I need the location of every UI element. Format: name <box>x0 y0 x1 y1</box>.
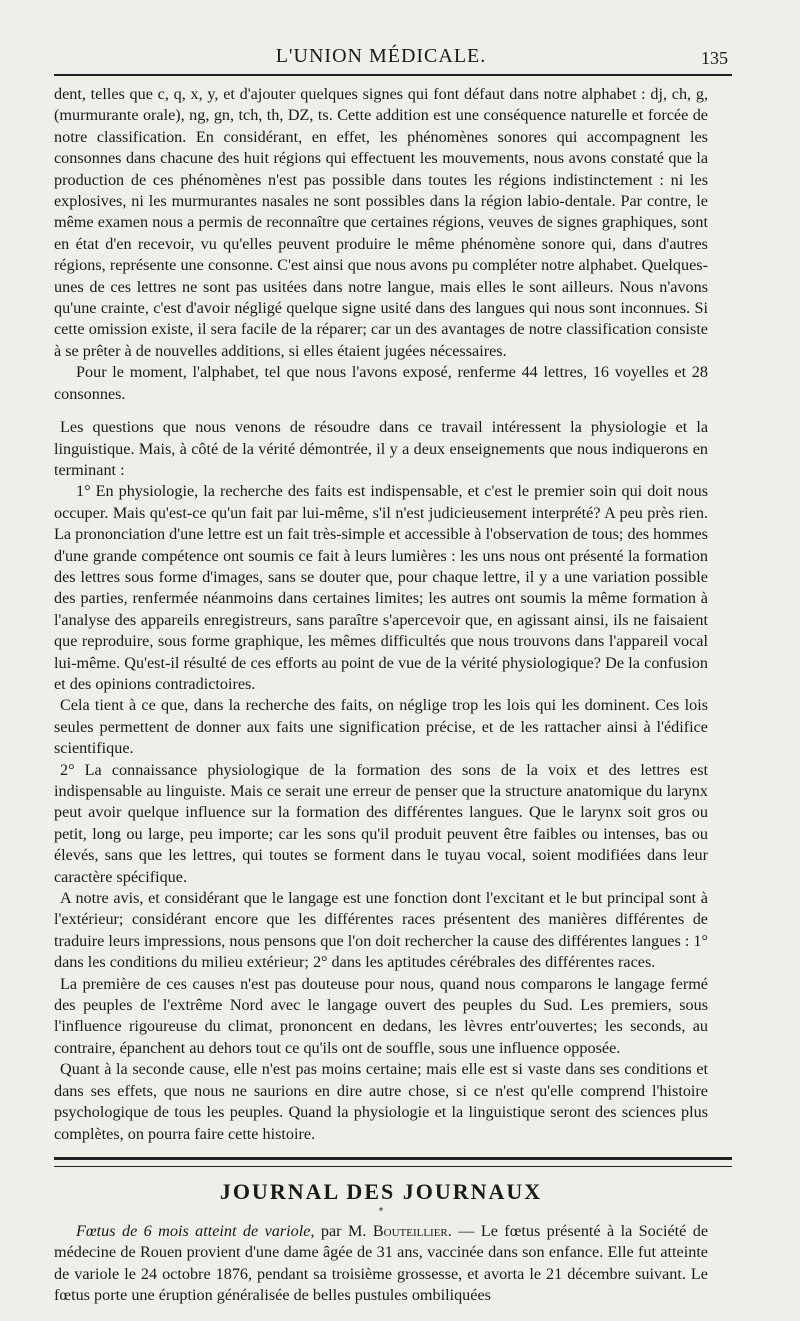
paragraph: 2° La connaissance physiologique de la formation des sons de la voix et des lettres est indispensable au linguiste. Mais ce serait une erreur de penser que la structure anatomique du larynx peut avoir quelque influence sur la formation des différentes langues. Que le larynx soit gros ou petit, long ou large, peu importe; car les sons qu'il produit peuvent être faibles ou intenses, bas ou élevés, sans que les lettres, qui toutes se forment dans le tuyau vocal, soient modifiées dans leur caractère spécifique. <box>54 760 708 886</box>
paragraph: dent, telles que c, q, x, y, et d'ajouter quelques signes qui font défaut dans notre alphabet : dj, ch, g, (murmurante orale), ng, gn, tch, th, DZ, ts. Cette addition est une conséquence naturelle et forcée de notre classification. En considérant, en effet, les phénomènes sonores qui accompagnent les consonnes dans chacune des huit régions qui effectuent les mouvements, nous avons constaté que la production de ces phénomènes n'est pas possible dans toutes les régions indistinctement : ni les explosives, ni les murmurantes nasales ne sont possibles dans la région labio-dentale. Par contre, le même examen nous a permis de reconnaître que certaines régions, veuves de signes graphiques, sont en état d'en recevoir, vu qu'elles peuvent produire le même phénomène sonore qui, dans d'autres régions, représente une consonne. C'est ainsi que nous avons pu compléter notre alphabet. Quelques-unes de ces lettres ne sont pas usitées dans notre langue, mais elles le sont ailleurs. Nous n'avons qu'une crainte, c'est d'avoir négligé quelque signe usité dans des langues qui nous sont inconnues. Si cette omission existe, il sera facile de la réparer; car un des avantages de notre classification consiste à se prêter à de nouvelles additions, si elles étaient jugées nécessaires. <box>54 85 708 360</box>
paragraph: Cela tient à ce que, dans la recherche des faits, on néglige trop les lois qui les dominent. Ces lois seules permettent de donner aux faits une signification précise, et de les rattacher ainsi à l'édifice scientifique. <box>54 696 708 758</box>
paragraph: Les questions que nous venons de résoudre dans ce travail intéressent la physiologie et la linguistique. Mais, à côté de la vérité démontrée, il y a deux enseignements que nous indiquerons en terminant : <box>54 418 708 479</box>
paragraph: Pour le moment, l'alphabet, tel que nous l'avons exposé, renferme 44 lettres, 16 voyelles et 28 consonnes. <box>54 363 708 403</box>
header-rule <box>54 74 732 76</box>
article-paragraph <box>54 1221 708 1307</box>
section-title: JOURNAL DES JOURNAUX <box>219 1178 543 1204</box>
article-by: , par M. <box>310 1221 373 1240</box>
paragraph: Quant à la seconde cause, elle n'est pas moins certaine; mais elle est si vaste dans ses conditions et dans ses effets, que nous ne saurions en dire autre chose, si ce n'est qu'elle comprend l'histoire psychologique de tous les peuples. Quand la physiologie et la linguistique seront des sciences plus complètes, on pourra faire cette histoire. <box>54 1060 708 1143</box>
article-text: . — Le fœtus présenté à la Société de médecine de Rouen provient d'une dame âgée de 31 ans, vaccinée dans son enfance. Elle fut atteinte de variole le 24 octobre 1876, pendant sa troisième grossesse, et avorta le 21 décembre suivant. Le fœtus porte une éruption généralisée de belles pustules ombiliquées <box>54 1221 709 1305</box>
article-title: Fœtus de 6 mois atteint de variole <box>76 1221 311 1240</box>
page-number: 135 <box>701 48 728 68</box>
paragraph: La première de ces causes n'est pas douteuse pour nous, quand nous comparons le langage fermé des peuples de l'extrême Nord avec le langage ouvert des peuples du Sud. Les premiers, sous l'influence rigoureuse du climat, prononcent en dedans, les lèvres entr'ouvertes; les seconds, au contraire, épanchent au dehors tout ce qu'ils ont de souffle, sous une influence opposée. <box>54 974 708 1057</box>
main-text <box>54 84 708 1145</box>
article-author: Bouteillier <box>372 1221 448 1240</box>
paragraph: 1° En physiologie, la recherche des faits est indispensable, et c'est le premier soin qui doit nous occuper. Mais qu'est-ce qu'un fait par lui-même, s'il n'est judicieusement interprété? A peu près rien. La prononciation d'une lettre est un fait très-simple et accessible à l'observation de tous; des hommes d'une grande compétence ont soumis ce fait à leurs lumières : les uns nous ont présenté la formation des lettres sous forme d'images, sans se douter que, pour chaque lettre, il y a une variation possible des parties, renfermée néanmoins dans certaines limites; les autres ont soumis la même formation à l'analyse des appareils enregistreurs, sans paraître s'apercevoir que, en agissant ainsi, ils ne faisaient que reproduire, sous forme graphique, les mêmes difficultés que nous trouvons dans l'appareil vocal lui-même. Qu'est-il résulté de ces efforts au point de vue de la vérité physiologique? De la confusion et des opinions contradictoires. <box>54 482 708 693</box>
section-ornament: * <box>378 1206 384 1217</box>
page-header <box>54 0 728 74</box>
article <box>54 1221 708 1307</box>
section-rule <box>54 1157 732 1167</box>
paragraph: A notre avis, et considérant que le langage est une fonction dont l'excitant et le but principal sont à l'extérieur; considérant encore que les différentes races présentent des manières différentes de traduire leurs impressions, nous pensons que l'on doit rechercher la cause des différentes langues : 1° dans les conditions du milieu extérieur; 2° dans les aptitudes cérébrales des différentes races. <box>54 889 708 972</box>
running-title: L'UNION MÉDICALE. <box>275 45 487 67</box>
